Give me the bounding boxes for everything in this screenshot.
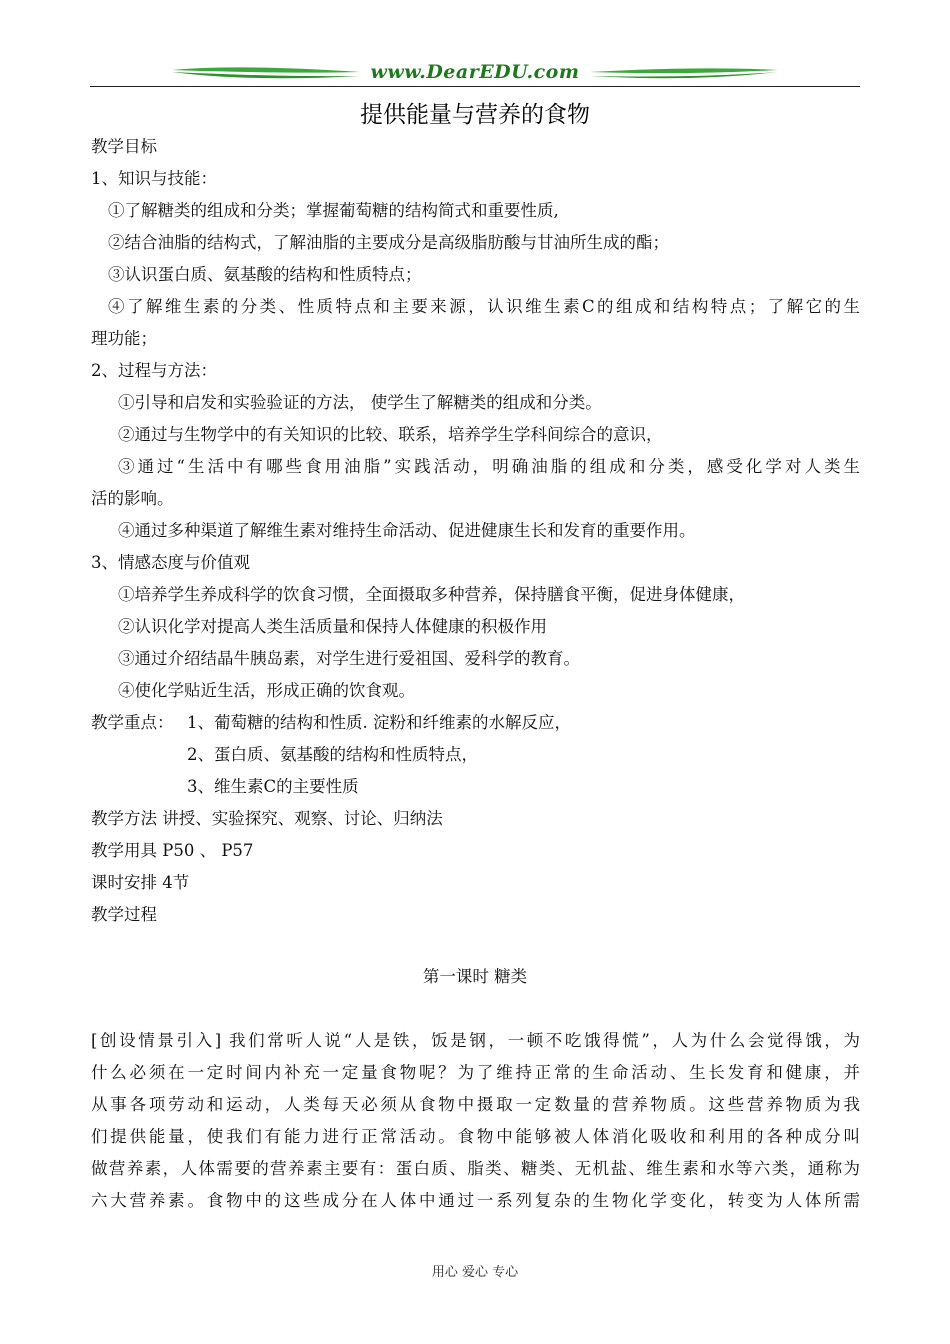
teaching-method: 教学方法 讲授、实验探究、观察、讨论、归纳法 <box>91 809 443 828</box>
objective-item: ④了解维生素的分类、性质特点和主要来源，认识维生素C的组成和结构特点；了解它的生 <box>108 297 860 316</box>
objective-item: ③认识蛋白质、氨基酸的结构和性质特点； <box>108 265 422 284</box>
site-logo: www.DearEDU.com <box>370 61 580 83</box>
key-point-item: 2、蛋白质、氨基酸的结构和性质特点， <box>187 745 478 764</box>
lesson-heading: 第一课时 糖类 <box>422 967 528 986</box>
objective-item: ④通过多种渠道了解维生素对维持生命活动、促进健康生长和发育的重要作用。 <box>118 521 696 540</box>
teaching-tools: 教学用具 P50 、 P57 <box>91 841 254 860</box>
objective-item: ②结合油脂的结构式，了解油脂的主要成分是高级脂肪酸与甘油所生成的酯； <box>108 233 669 252</box>
objective-item: ②通过与生物学中的有关知识的比较、联系，培养学生学科间综合的意识， <box>118 425 663 444</box>
class-schedule: 课时安排 4节 <box>91 873 190 892</box>
objective-item: ①培养学生养成科学的饮食习惯，全面摄取多种营养，保持膳食平衡，促进身体健康， <box>118 585 745 604</box>
intro-paragraph-line: 什么必须在一定时间内补充一定量食物呢？为了维持正常的生命活动、生长发育和健康，并 <box>91 1063 860 1082</box>
section-3-heading: 3、情感态度与价值观 <box>91 553 250 572</box>
section-2-heading: 2、过程与方法： <box>91 361 217 380</box>
objective-item-continued: 理功能； <box>91 329 157 348</box>
intro-paragraph-line: 做营养素，人体需要的营养素主要有：蛋白质、脂类、糖类、无机盐、维生素和水等六类，通称为 <box>91 1159 860 1178</box>
intro-paragraph-line: [创设情景引入] 我们常听人说“人是铁，饭是钢，一顿不吃饿得慌”，人为什么会觉得饿，为 <box>91 1031 860 1050</box>
intro-paragraph-line: 六大营养素。食物中的这些成分在人体中通过一系列复杂的生物化学变化，转变为人体所需 <box>91 1191 860 1210</box>
key-point-item: 1、葡萄糖的结构和性质. 淀粉和纤维素的水解反应， <box>187 713 571 732</box>
objective-item: ③通过介绍结晶牛胰岛素，对学生进行爱祖国、爱科学的教育。 <box>118 649 580 668</box>
objective-item-continued: 活的影响。 <box>91 489 174 508</box>
objective-item: ①引导和启发和实验验证的方法， 使学生了解糖类的组成和分类。 <box>118 393 602 412</box>
objective-item: ③通过“生活中有哪些食用油脂”实践活动，明确油脂的组成和分类，感受化学对人类生 <box>118 457 860 476</box>
objective-item: ①了解糖类的组成和分类；掌握葡萄糖的结构简式和重要性质, <box>108 201 559 220</box>
key-point-item: 3、维生素C的主要性质 <box>187 777 359 796</box>
header-rule <box>90 86 860 87</box>
teaching-process: 教学过程 <box>91 905 157 924</box>
objective-item: ④使化学贴近生活，形成正确的饮食观。 <box>118 681 415 700</box>
objective-item: ②认识化学对提高人类生活质量和保持人体健康的积极作用 <box>118 617 547 636</box>
page-title: 提供能量与营养的食物 <box>360 102 590 128</box>
section-1-heading: 1、知识与技能： <box>91 169 217 188</box>
intro-paragraph-line: 们提供能量，使我们有能力进行正常活动。食物中能够被人体消化吸收和利用的各种成分叫 <box>91 1127 860 1146</box>
intro-paragraph-line: 从事各项劳动和运动，人类每天必须从食物中摄取一定数量的营养物质。这些营养物质为我 <box>91 1095 860 1114</box>
page-footer: 用心 爱心 专心 <box>431 1265 519 1280</box>
key-points-label: 教学重点： <box>91 713 174 732</box>
objectives-heading: 教学目标 <box>91 137 157 156</box>
